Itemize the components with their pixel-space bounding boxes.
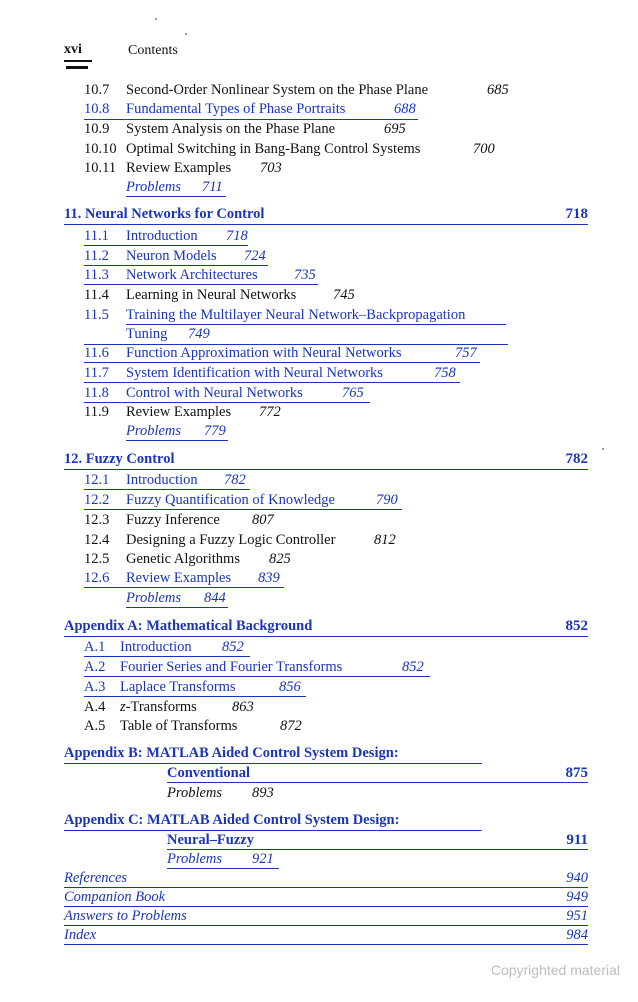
back-matter-link-index[interactable]: [64, 927, 588, 945]
toc-title-cont: Tuning: [126, 326, 168, 342]
toc-page: 807: [252, 512, 274, 528]
page-number: xvi: [64, 42, 82, 57]
appendix-page: 875: [565, 765, 588, 781]
toc-num: 11.6: [84, 345, 109, 361]
toc-entry-link-10-8[interactable]: [84, 101, 418, 120]
toc-title: Fundamental Types of Phase Portraits: [126, 101, 346, 117]
toc-num: 11.7: [84, 365, 109, 381]
appendix-page: 911: [566, 832, 588, 848]
toc-page: 812: [374, 532, 396, 548]
toc-entry-link-11-8[interactable]: [84, 385, 370, 403]
toc-title: Network Architectures: [126, 267, 258, 283]
toc-title: Control with Neural Networks: [126, 385, 303, 401]
toc-page: 839: [258, 570, 280, 586]
toc-title: Review Examples: [126, 570, 232, 586]
toc-num: 11.5: [84, 307, 109, 323]
toc-title: Introduction: [126, 228, 198, 244]
toc-title: Laplace Transforms: [120, 679, 236, 695]
back-matter-title: References: [64, 870, 128, 886]
chapter-link-12[interactable]: [64, 451, 588, 470]
appendix-link-b[interactable]: [64, 745, 588, 783]
toc-entry-link-11-2[interactable]: [84, 248, 268, 266]
toc-page: 724: [244, 248, 266, 264]
back-matter-page: 949: [566, 889, 588, 905]
toc-title: [120, 699, 197, 716]
toc-title: Training the Multilayer Neural Network–Backpropagation: [126, 307, 506, 325]
copyright-watermark: Copyrighted material: [490, 962, 620, 978]
toc-page: 703: [260, 160, 282, 176]
toc-title: Function Approximation with Neural Networks: [126, 345, 402, 361]
chapter-title: 12. Fuzzy Control: [64, 451, 175, 467]
problems-label: Problems: [167, 785, 223, 801]
appendix-link-a[interactable]: [64, 618, 588, 637]
toc-page: 735: [294, 267, 316, 283]
back-matter-title: Companion Book: [64, 889, 166, 905]
appendix-link-c[interactable]: [64, 812, 588, 850]
toc-title: System Analysis on the Phase Plane: [126, 121, 336, 137]
toc-title: Table of Transforms: [120, 718, 238, 734]
toc-num: 10.9: [84, 121, 110, 137]
back-matter-page: 940: [566, 870, 588, 886]
toc-num: A.5: [84, 718, 106, 734]
toc-num: 11.3: [84, 267, 109, 283]
toc-page: 779: [204, 423, 226, 439]
toc-num: 12.5: [84, 551, 110, 567]
toc-page: 695: [384, 121, 406, 137]
running-title: Contents: [128, 43, 178, 58]
toc-entry-link-a-2[interactable]: [84, 659, 430, 677]
problems-link-ch12[interactable]: [126, 590, 228, 608]
toc-title: Neuron Models: [126, 248, 217, 264]
subtitle-underline: [167, 782, 588, 783]
toc-num: 11.4: [84, 287, 109, 303]
toc-entry-link-11-5[interactable]: [84, 307, 508, 345]
problems-link-ch11[interactable]: [126, 423, 228, 441]
toc-page: 685: [487, 82, 509, 98]
problems-link-app-c[interactable]: [167, 851, 279, 869]
toc-title: Fourier Series and Fourier Transforms: [120, 659, 343, 675]
toc-page: 852: [222, 639, 244, 655]
scan-speck: [602, 448, 604, 450]
toc-entry-link-12-6[interactable]: [84, 570, 284, 588]
toc-title: Learning in Neural Networks: [126, 287, 297, 303]
toc-title: Fuzzy Inference: [126, 512, 220, 528]
toc-title: Genetic Algorithms: [126, 551, 240, 567]
back-matter-page: 951: [566, 908, 588, 924]
header-rule: [64, 60, 92, 62]
problems-link-ch10[interactable]: [126, 179, 226, 197]
appendix-subtitle: Neural–Fuzzy: [167, 832, 254, 848]
header-rule-thick: [66, 66, 88, 69]
back-matter-link-companion[interactable]: [64, 889, 588, 907]
back-matter-page: 984: [566, 927, 588, 943]
toc-page: 921: [252, 851, 274, 867]
scan-speck: [185, 33, 187, 35]
toc-page: 765: [342, 385, 364, 401]
toc-entry-link-a-3[interactable]: [84, 679, 306, 697]
toc-page: 825: [269, 551, 291, 567]
toc-num: 12.3: [84, 512, 110, 528]
problems-label: Problems: [126, 590, 182, 606]
toc-page: 700: [473, 141, 495, 157]
toc-num: 12.2: [84, 492, 110, 508]
toc-page: 772: [259, 404, 281, 420]
appendix-title: Appendix B: MATLAB Aided Control System Design:: [64, 745, 399, 761]
toc-title-italic: z: [120, 699, 126, 715]
toc-num: 11.2: [84, 248, 109, 264]
toc-page: 749: [188, 326, 210, 342]
toc-num: A.1: [84, 639, 106, 655]
appendix-page: 852: [565, 618, 588, 634]
chapter-page: 782: [565, 451, 588, 467]
toc-entry-link-a-1[interactable]: [84, 639, 250, 657]
chapter-title: 11. Neural Networks for Control: [64, 206, 265, 222]
toc-num: A.3: [84, 679, 106, 695]
toc-entry-link-12-1[interactable]: [84, 472, 250, 490]
scan-speck: [155, 18, 157, 20]
appendix-subtitle: Conventional: [167, 765, 250, 781]
toc-page: 688: [394, 101, 416, 117]
subtitle-underline: [167, 849, 588, 850]
toc-num: A.4: [84, 699, 106, 715]
toc-page: 718: [226, 228, 248, 244]
problems-label: Problems: [126, 423, 182, 439]
appendix-title: Appendix A: Mathematical Background: [64, 618, 313, 634]
title-underline: [64, 830, 482, 831]
toc-title: Fuzzy Quantification of Knowledge: [126, 492, 335, 508]
back-matter-title: Index: [64, 927, 97, 943]
toc-title: Second-Order Nonlinear System on the Phase Plane: [126, 82, 429, 98]
toc-title: Introduction: [120, 639, 192, 655]
toc-num: 10.11: [84, 160, 117, 176]
toc-title: Review Examples: [126, 404, 232, 420]
toc-page: 711: [202, 179, 223, 195]
toc-page: 844: [204, 590, 226, 606]
back-matter-link-references[interactable]: [64, 870, 588, 888]
toc-page: 790: [376, 492, 398, 508]
toc-page: 872: [280, 718, 302, 734]
title-underline: [64, 763, 482, 764]
toc-page: 863: [232, 699, 254, 715]
toc-entry-link-11-6[interactable]: [84, 345, 480, 363]
toc-num: 10.7: [84, 82, 110, 98]
toc-page: 782: [224, 472, 246, 488]
toc-title: Introduction: [126, 472, 198, 488]
toc-num: 11.8: [84, 385, 109, 401]
toc-page: 893: [252, 785, 274, 801]
toc-entry-link-12-2[interactable]: [84, 492, 402, 510]
toc-page: 852: [402, 659, 424, 675]
toc-num: 10.10: [84, 141, 117, 157]
toc-num: 11.9: [84, 404, 109, 420]
appendix-title: Appendix C: MATLAB Aided Control System Design:: [64, 812, 400, 828]
chapter-page: 718: [565, 206, 588, 222]
toc-num: 12.1: [84, 472, 110, 488]
back-matter-link-answers[interactable]: [64, 908, 588, 926]
toc-page: 757: [455, 345, 477, 361]
toc-num: A.2: [84, 659, 106, 675]
chapter-link-11[interactable]: [64, 206, 588, 225]
toc-title: Designing a Fuzzy Logic Controller: [126, 532, 336, 548]
problems-label: Problems: [126, 179, 182, 195]
toc-num: 12.4: [84, 532, 110, 548]
toc-num: 11.1: [84, 228, 109, 244]
toc-entry-link-11-3[interactable]: [84, 267, 318, 285]
toc-num: 10.8: [84, 101, 110, 117]
problems-label: Problems: [167, 851, 223, 867]
toc-entry-link-11-7[interactable]: [84, 365, 460, 383]
toc-page: 856: [279, 679, 301, 695]
toc-title-rest: -Transforms: [125, 699, 197, 715]
toc-page: 745: [333, 287, 355, 303]
toc-num: 12.6: [84, 570, 110, 586]
toc-entry-link-11-1[interactable]: [84, 228, 248, 246]
toc-title: Review Examples: [126, 160, 232, 176]
toc-title: System Identification with Neural Networks: [126, 365, 383, 381]
toc-title: Optimal Switching in Bang-Bang Control Systems: [126, 141, 421, 157]
toc-page: 758: [434, 365, 456, 381]
back-matter-title: Answers to Problems: [64, 908, 187, 924]
